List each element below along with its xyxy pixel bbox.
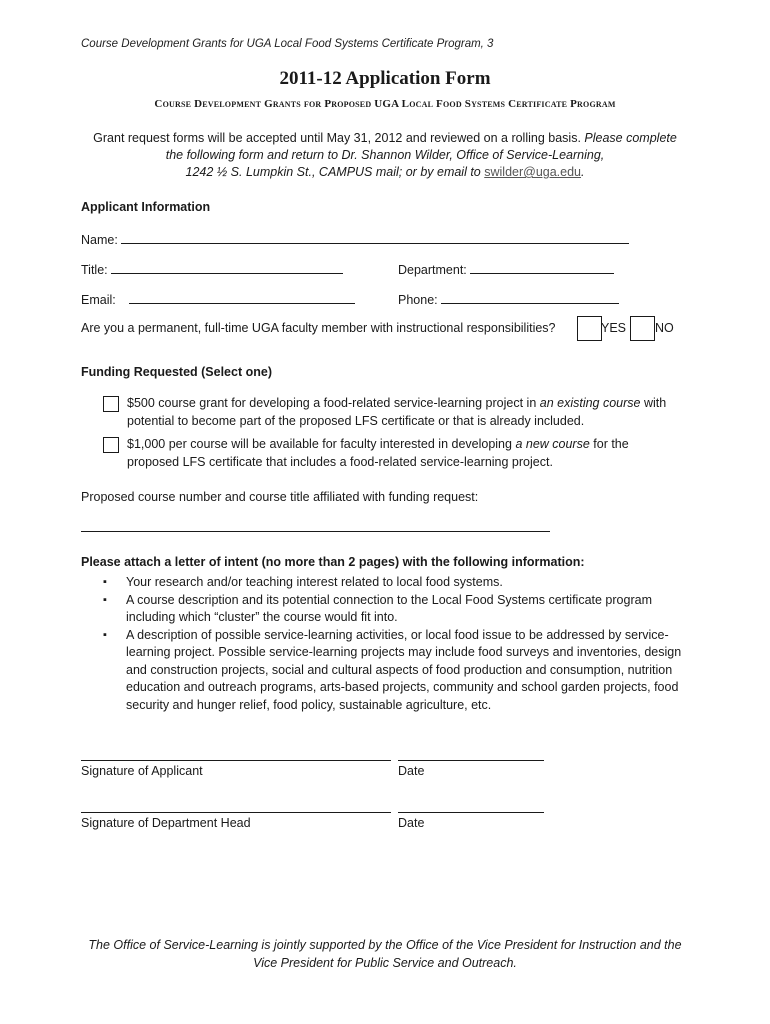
no-label: NO — [655, 321, 674, 335]
name-row — [81, 231, 629, 247]
email-label: Email: — [81, 293, 116, 307]
page-subtitle: Course Development Grants for Proposed UGA Local Food Systems Certificate Program — [154, 98, 616, 110]
email-row — [81, 291, 355, 307]
footer-line2: Vice President for Public Service and Outreach. — [253, 956, 517, 970]
applicant-date-label: Date — [398, 764, 425, 778]
phone-label: Phone: — [398, 293, 438, 307]
name-field[interactable] — [121, 231, 629, 244]
funding-heading: Funding Requested (Select one) — [81, 365, 272, 379]
list-item: ▪ A course description and its potential connection to the Local Food Systems certificate program including which “cluster” the course would fit into. — [81, 592, 681, 627]
title-field[interactable] — [111, 261, 343, 274]
department-row — [398, 261, 614, 277]
option-1000-text — [127, 435, 687, 471]
applicant-date-field[interactable] — [398, 759, 544, 761]
intro-line1: Grant request forms will be accepted until May 31, 2012 and reviewed on a rolling basis. — [93, 131, 585, 145]
option-500-line2: potential to become part of the proposed LFS certificate or that is already included. — [127, 414, 585, 428]
footer-line1: The Office of Service-Learning is jointly supported by the Office of the Vice President for Instruction and the — [88, 938, 682, 952]
option-1000-b: for the — [589, 437, 629, 451]
intro-paragraph — [60, 130, 710, 181]
list-item: ▪ Your research and/or teaching interest related to local food systems. — [81, 574, 701, 592]
yes-checkbox[interactable] — [577, 316, 602, 341]
option-500-checkbox[interactable] — [103, 396, 119, 412]
intro-line2: the following form and return to Dr. Shannon Wilder, Office of Service-Learning, — [165, 148, 605, 162]
applicant-heading: Applicant Information — [81, 200, 211, 214]
department-head-date-field[interactable] — [398, 811, 544, 813]
title-label: Title: — [81, 263, 108, 277]
option-1000-line2: proposed LFS certificate that includes a food-related service-learning project. — [127, 455, 553, 469]
option-1000-a: $1,000 per course will be available for faculty interested in developing — [127, 437, 516, 451]
course-field[interactable] — [81, 530, 550, 532]
option-1000-italic: a new course — [515, 437, 590, 451]
course-prompt: Proposed course number and course title affiliated with funding request: — [81, 490, 479, 504]
applicant-signature-field[interactable] — [81, 759, 391, 761]
title-row — [81, 261, 343, 277]
phone-field[interactable] — [441, 291, 619, 304]
intro-line1-italic: Please complete — [584, 131, 677, 145]
department-label: Department: — [398, 263, 467, 277]
option-500-b: with — [640, 396, 667, 410]
email-link[interactable]: swilder@uga.edu — [484, 165, 582, 179]
department-head-date-label: Date — [398, 816, 425, 830]
page-footer — [0, 936, 770, 972]
running-header: Course Development Grants for UGA Local Food Systems Certificate Program, 3 — [81, 38, 494, 50]
option-1000-checkbox[interactable] — [103, 437, 119, 453]
email-field[interactable] — [129, 291, 355, 304]
option-500-italic: an existing course — [539, 396, 641, 410]
list-item: ▪ A description of possible service-learning activities, or local food issue to be addressed by service-learning project. Possible service-learning projects may include food surveys and inventories, design and construction projects, social and cultural aspects of food production and consumption, nutrition education and outreach programs, arts-based projects, community and school garden projects, food security and hunger relief, food policy, sustainable agriculture, etc. — [81, 627, 701, 715]
name-label: Name: — [81, 233, 118, 247]
phone-row — [398, 291, 619, 307]
applicant-signature-label: Signature of Applicant — [81, 764, 203, 778]
faculty-question-text: Are you a permanent, full-time UGA faculty member with instructional responsibilities? — [81, 321, 556, 335]
intro-line3-end: . — [581, 165, 585, 179]
page-title: 2011-12 Application Form — [279, 68, 491, 89]
option-500-a: $500 course grant for developing a food-related service-learning project in — [127, 396, 540, 410]
department-head-signature-label: Signature of Department Head — [81, 816, 251, 830]
department-field[interactable] — [470, 261, 614, 274]
no-checkbox[interactable] — [630, 316, 655, 341]
yes-label: YES — [601, 321, 627, 335]
option-500-text — [127, 394, 687, 430]
letter-bullet-list — [81, 574, 701, 714]
department-head-signature-field[interactable] — [81, 811, 391, 813]
intro-line3: 1242 ½ S. Lumpkin St., CAMPUS mail; or by email to — [185, 165, 485, 179]
letter-heading: Please attach a letter of intent (no more than 2 pages) with the following information: — [81, 555, 585, 569]
